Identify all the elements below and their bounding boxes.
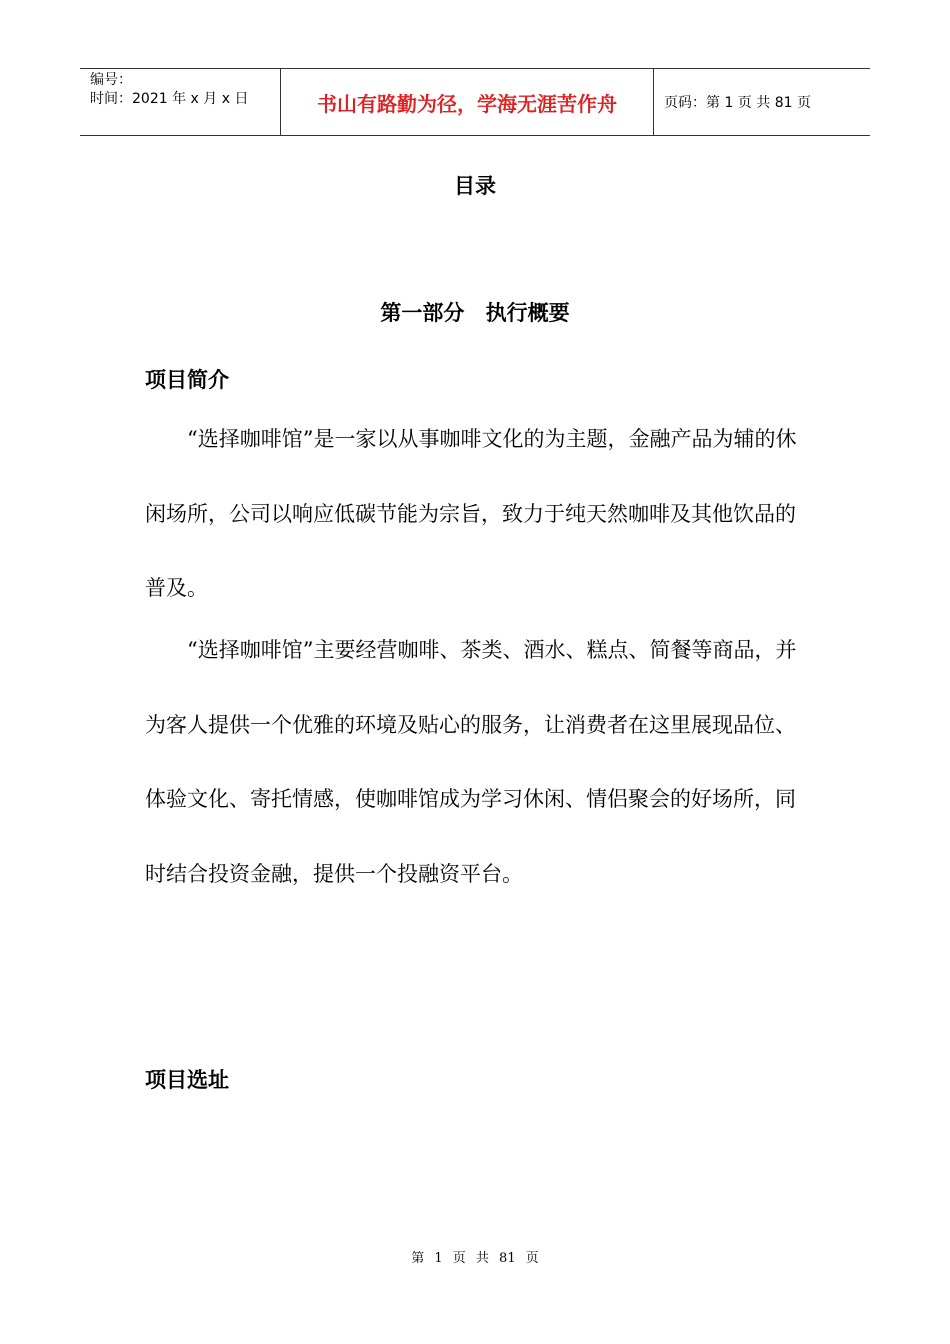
date-label: 时间：2021 年 x 月 x 日 xyxy=(90,91,249,107)
section-heading-intro: 项目简介 xyxy=(145,368,229,392)
header-page-info: 页码：第 1 页 共 81 页 xyxy=(664,95,811,111)
page-footer: 第 1 页 共 81 页 xyxy=(411,1251,539,1266)
toc-title: 目录 xyxy=(454,174,496,198)
part-title: 第一部分 执行概要 xyxy=(380,301,570,325)
intro-paragraph-1: “选择咖啡馆”是一家以从事咖啡文化的为主题，金融产品为辅的休闲场所，公司以响应低碳节能为宗旨，致力于纯天然咖啡及其他饮品的普及。 xyxy=(145,427,797,600)
code-label: 编号： xyxy=(90,72,132,88)
intro-paragraph-2: “选择咖啡馆”主要经营咖啡、茶类、酒水、糕点、简餐等商品，并为客人提供一个优雅的环境及贴心的服务，让消费者在这里展现品位、体验文化、寄托情感，使咖啡馆成为学习休闲、情侣聚会的好场所，同时结合投资金融，提供一个投融资平台。 xyxy=(145,638,797,886)
section-heading-location: 项目选址 xyxy=(145,1068,229,1092)
page-header xyxy=(80,68,870,136)
header-meta xyxy=(80,69,281,135)
header-motto: 书山有路勤为径，学海无涯苦作舟 xyxy=(281,69,654,135)
